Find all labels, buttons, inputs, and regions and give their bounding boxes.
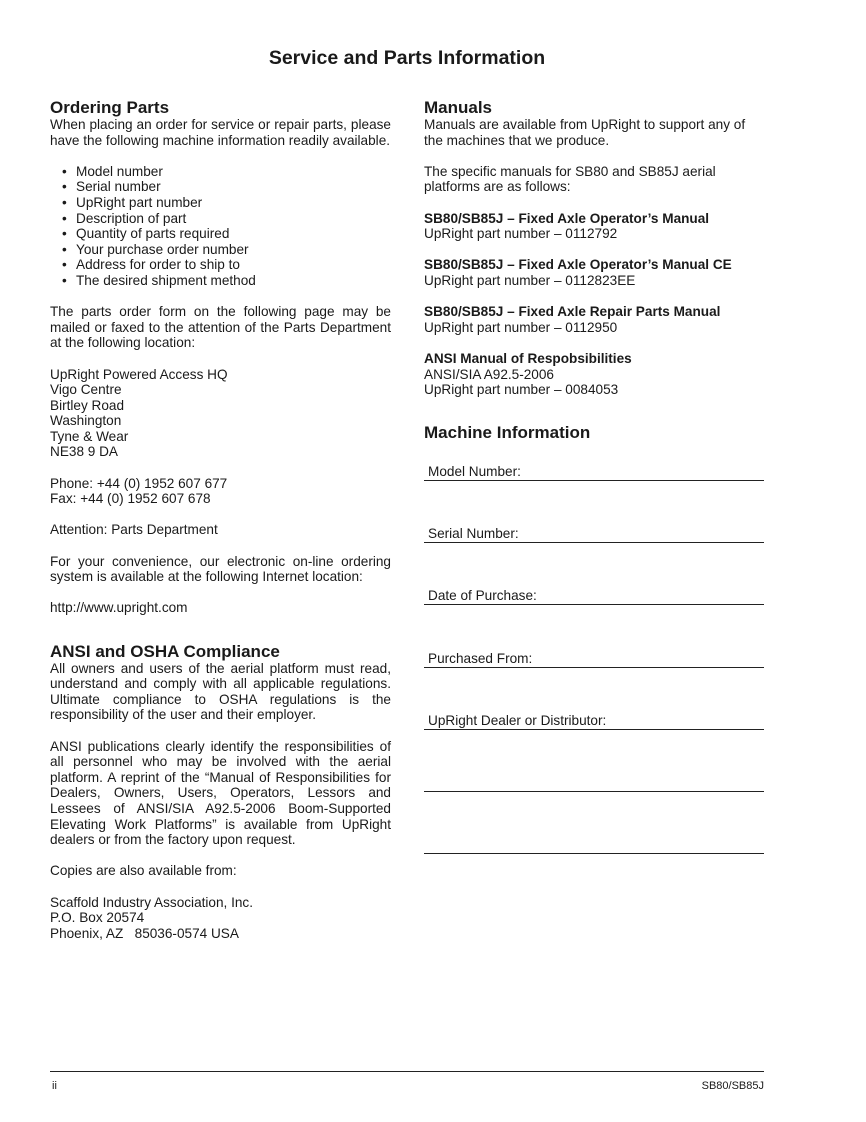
ordering-parts-heading: Ordering Parts <box>50 98 170 117</box>
footer-model: SB80/SB85J <box>701 1080 764 1092</box>
address-line: Washington <box>50 413 122 429</box>
manual-part-number: UpRight part number – 0084053 <box>424 382 619 398</box>
phone-number: Phone: +44 (0) 1952 607 677 <box>50 475 228 491</box>
machine-info-checklist <box>62 164 391 289</box>
list-item: • UpRight part number <box>62 195 391 211</box>
order-form-note: The parts order form on the following page may be mailed or faxed to the attention of the Parts Department at the following location: <box>50 304 391 351</box>
list-item: • Quantity of parts required <box>62 226 391 242</box>
right-column <box>424 98 765 442</box>
address-line: Scaffold Industry Association, Inc. <box>50 894 254 910</box>
address-line: Birtley Road <box>50 397 125 413</box>
list-item: • The desired shipment method <box>62 273 391 289</box>
field-label: Serial Number: <box>428 526 519 541</box>
manual-part-number: UpRight part number – 0112823EE <box>424 272 636 288</box>
blank-field[interactable] <box>424 835 764 854</box>
address-line: NE38 9 DA <box>50 444 119 460</box>
address-line: Tyne & Wear <box>50 428 129 444</box>
compliance-heading: ANSI and OSHA Compliance <box>50 641 280 661</box>
manuals-heading: Manuals <box>424 98 493 117</box>
field-label: Date of Purchase: <box>428 588 537 603</box>
address-line: UpRight Powered Access HQ <box>50 366 228 382</box>
manual-title: ANSI Manual of Respobsibilities <box>424 350 632 366</box>
parts-address <box>50 367 391 461</box>
model-number-field[interactable] <box>424 462 764 481</box>
manual-part-number: UpRight part number – 0112792 <box>424 226 618 242</box>
website-url: http://www.upright.com <box>50 600 188 616</box>
compliance-para-1: All owners and users of the aerial platform must read, understand and comply with all applicable regulations. Ultimate compliance to OSHA regulations is the responsibility of the user and their employer. <box>50 660 391 723</box>
manual-title: SB80/SB85J – Fixed Axle Operator’s Manual CE <box>424 257 732 273</box>
sia-address <box>50 895 391 942</box>
blank-field[interactable] <box>424 773 764 792</box>
compliance-para-2: ANSI publications clearly identify the responsibilities of all personnel who may be involved with the aerial platform. A reprint of the “Manual of Responsibilities for Dealers, Owners, Users, Operators, Lessors and Lessees of ANSI/SIA A92.5-2006 Boom-Supported Elevating Work Platforms” is available from UpRight dealers or from the factory upon request. <box>50 738 391 848</box>
date-of-purchase-field[interactable] <box>424 586 764 605</box>
machine-info-heading: Machine Information <box>424 422 591 442</box>
manual-title: SB80/SB85J – Fixed Axle Repair Parts Manual <box>424 304 721 320</box>
manual-standard: ANSI/SIA A92.5-2006 <box>424 366 554 382</box>
page-title: Service and Parts Information <box>268 47 546 69</box>
manuals-specific: The specific manuals for SB80 and SB85J aerial platforms are as follows: <box>424 163 716 195</box>
ordering-intro: When placing an order for service or repair parts, please have the following machine information readily available. <box>50 117 391 148</box>
address-line: Vigo Centre <box>50 382 122 398</box>
serial-number-field[interactable] <box>424 524 764 543</box>
address-line: P.O. Box 20574 <box>50 910 145 926</box>
left-column <box>50 98 391 941</box>
address-line: Phoenix, AZ 85036-0574 USA <box>50 925 239 941</box>
manuals-intro: Manuals are available from UpRight to support any of the machines that we produce. <box>424 117 746 148</box>
list-item: • Your purchase order number <box>62 242 391 258</box>
online-ordering-note: For your convenience, our electronic on-line ordering system is available at the following Internet location: <box>50 553 391 585</box>
list-item: • Address for order to ship to <box>62 257 391 273</box>
manual-part-number: UpRight part number – 0112950 <box>424 319 618 335</box>
page-number: ii <box>52 1080 57 1092</box>
list-item: • Serial number <box>62 179 391 195</box>
field-label: Model Number: <box>428 464 521 479</box>
fax-number: Fax: +44 (0) 1952 607 678 <box>50 491 211 507</box>
footer-divider <box>50 1071 764 1072</box>
copies-note: Copies are also available from: <box>50 863 237 879</box>
manual-title: SB80/SB85J – Fixed Axle Operator’s Manual <box>424 210 710 226</box>
dealer-field[interactable] <box>424 711 764 730</box>
purchased-from-field[interactable] <box>424 649 764 668</box>
list-item: • Description of part <box>62 211 391 227</box>
field-label: UpRight Dealer or Distributor: <box>428 713 607 728</box>
field-label: Purchased From: <box>428 651 533 666</box>
attention-line: Attention: Parts Department <box>50 522 218 538</box>
list-item: • Model number <box>62 164 391 180</box>
